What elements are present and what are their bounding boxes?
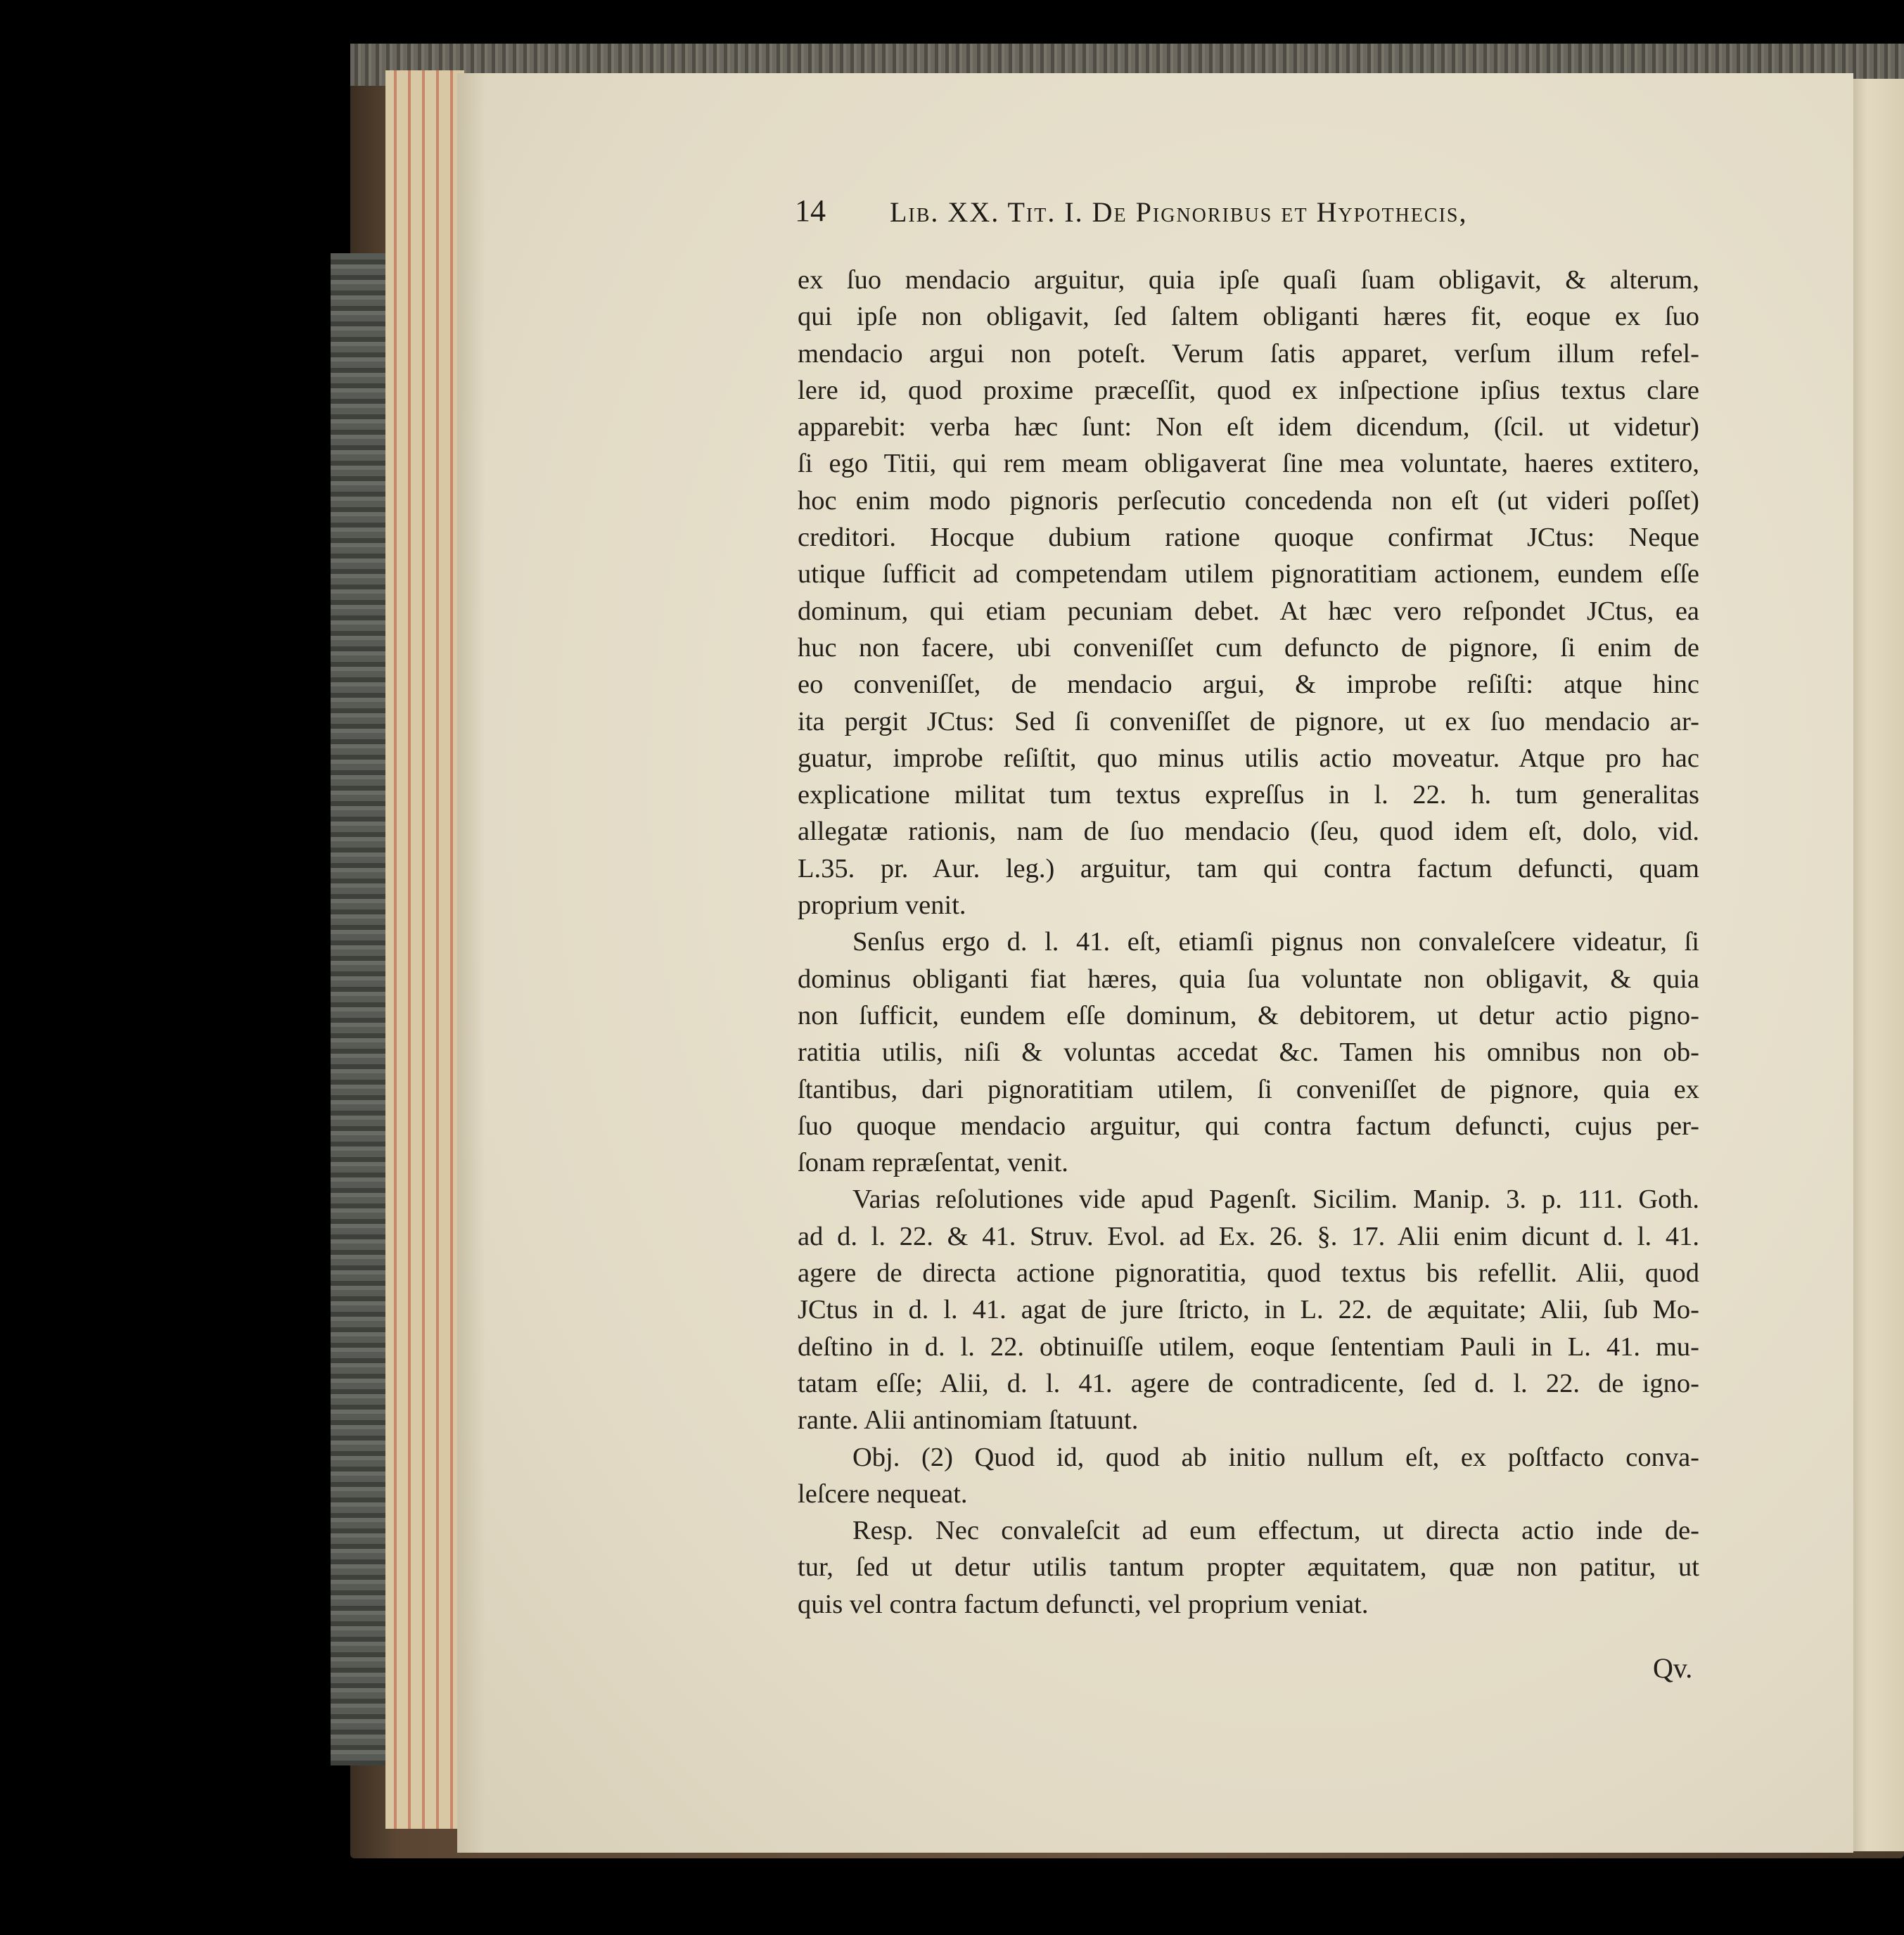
text-line: Senſus ergo d. l. 41. eſt, etiamſi pignus non convaleſcere videatur, ſi xyxy=(852,927,1699,957)
page-edge-line xyxy=(408,70,411,1829)
text-line: non ſufficit, eundem eſſe dominum, & debitorem, ut detur actio pigno- xyxy=(798,1000,1699,1030)
page-edge-line xyxy=(436,70,439,1829)
text-line: ſonam repræſentat, venit. xyxy=(798,1148,1068,1178)
text-line: qui ipſe non obligavit, ſed ſaltem obliganti hæres fit, eoque ex ſuo xyxy=(798,302,1699,332)
text-line: tatam eſſe; Alii, d. l. 41. agere de contradicente, ſed d. l. 22. de igno- xyxy=(798,1368,1699,1398)
text-line: rante. Alii antinomiam ſtatuunt. xyxy=(798,1405,1139,1436)
text-line: lere id, quod proxime præceſſit, quod ex inſpectione ipſius textus clare xyxy=(798,375,1699,405)
text-line: L.35. pr. Aur. leg.) arguitur, tam qui contra factum defuncti, quam xyxy=(798,853,1699,883)
text-line: ad d. l. 22. & 41. Struv. Evol. ad Ex. 26. §. 17. Alii enim dicunt d. l. 41. xyxy=(798,1221,1699,1251)
text-line: ſtantibus, dari pignoratitiam utilem, ſi conveniſſet de pignore, quia ex xyxy=(798,1074,1699,1104)
text-line: quis vel contra factum defuncti, vel proprium veniat. xyxy=(798,1589,1369,1619)
text-line: mendacio argui non poteſt. Verum ſatis apparet, verſum illum refel- xyxy=(798,338,1699,369)
text-line: creditori. Hocque dubium ratione quoque confirmat JCtus: Neque xyxy=(798,523,1699,553)
text-line: eo conveniſſet, de mendacio argui, & improbe reſiſti: atque hinc xyxy=(798,670,1699,700)
text-line: JCtus in d. l. 41. agat de jure ſtricto, in L. 22. de æquitate; Alii, ſub Mo- xyxy=(798,1295,1699,1325)
text-line: Obj. (2) Quod id, quod ab initio nullum eſt, ex poſtfacto conva- xyxy=(852,1442,1699,1472)
text-line: agere de directa actione pignoratitia, quod textus bis refellit. Alii, quod xyxy=(798,1258,1699,1289)
page-body-text xyxy=(798,262,1699,1623)
text-line: Varias reſolutiones vide apud Pagenſt. Sicilim. Manip. 3. p. 111. Goth. xyxy=(852,1184,1699,1215)
text-line: explicatione militat tum textus expreſſus in l. 22. h. tum generalitas xyxy=(798,780,1699,810)
text-line: deſtino in d. l. 22. obtinuiſſe utilem, eoque ſententiam Pauli in L. 41. mu- xyxy=(798,1331,1699,1362)
text-line: leſcere nequeat. xyxy=(798,1479,968,1509)
page-edge-line xyxy=(394,70,397,1829)
text-line: tur, ſed ut detur utilis tantum propter æquitatem, quæ non patitur, ut xyxy=(798,1552,1699,1583)
text-line: apparebit: verba hæc ſunt: Non eſt idem dicendum, (ſcil. ut videtur) xyxy=(798,412,1699,442)
text-line: allegatæ rationis, nam de ſuo mendacio (ſeu, quod idem eſt, dolo, vid. xyxy=(798,817,1699,847)
text-line: huc non facere, ubi conveniſſet cum defuncto de pignore, ſi enim de xyxy=(798,632,1699,663)
page-gutter-shadow xyxy=(457,73,485,1853)
catchword: Qv. xyxy=(1653,1652,1693,1684)
text-line: ſuo quoque mendacio arguitur, qui contra factum defuncti, cujus per- xyxy=(798,1111,1699,1141)
text-line: ſi ego Titii, qui rem meam obligaverat ſine mea voluntate, haeres extitero, xyxy=(798,449,1699,479)
text-line: utique ſufficit ad competendam utilem pignoratitiam actionem, eundem eſſe xyxy=(798,559,1699,589)
page-number: 14 xyxy=(795,193,826,228)
page-edge-line xyxy=(450,70,453,1829)
text-line: ex ſuo mendacio arguitur, quia ipſe quaſi ſuam obligavit, & alterum, xyxy=(798,265,1699,295)
text-line: guatur, improbe reſiſtit, quo minus utilis actio moveatur. Atque pro hac xyxy=(798,743,1699,773)
page-edge-line xyxy=(422,70,425,1829)
text-line: dominus obliganti fiat hæres, quia ſua voluntate non obligavit, & quia xyxy=(798,964,1699,994)
running-title: Lib. XX. Tit. I. De Pignoribus et Hypothecis, xyxy=(890,196,1468,228)
text-line: ratitia utilis, niſi & voluntas accedat &c. Tamen his omnibus non ob- xyxy=(798,1037,1699,1068)
text-line: dominum, qui etiam pecuniam debet. At hæc vero reſpondet JCtus, ea xyxy=(798,596,1699,626)
cover-spine-edge xyxy=(331,253,394,1765)
text-line: proprium venit. xyxy=(798,890,966,921)
text-line: hoc enim modo pignoris perſecutio concedenda non eſt (ut videri poſſet) xyxy=(798,485,1699,516)
text-line: Resp. Nec convaleſcit ad eum effectum, ut directa actio inde de- xyxy=(852,1516,1699,1546)
text-line: ita pergit JCtus: Sed ſi conveniſſet de pignore, ut ex ſuo mendacio ar- xyxy=(798,706,1699,736)
